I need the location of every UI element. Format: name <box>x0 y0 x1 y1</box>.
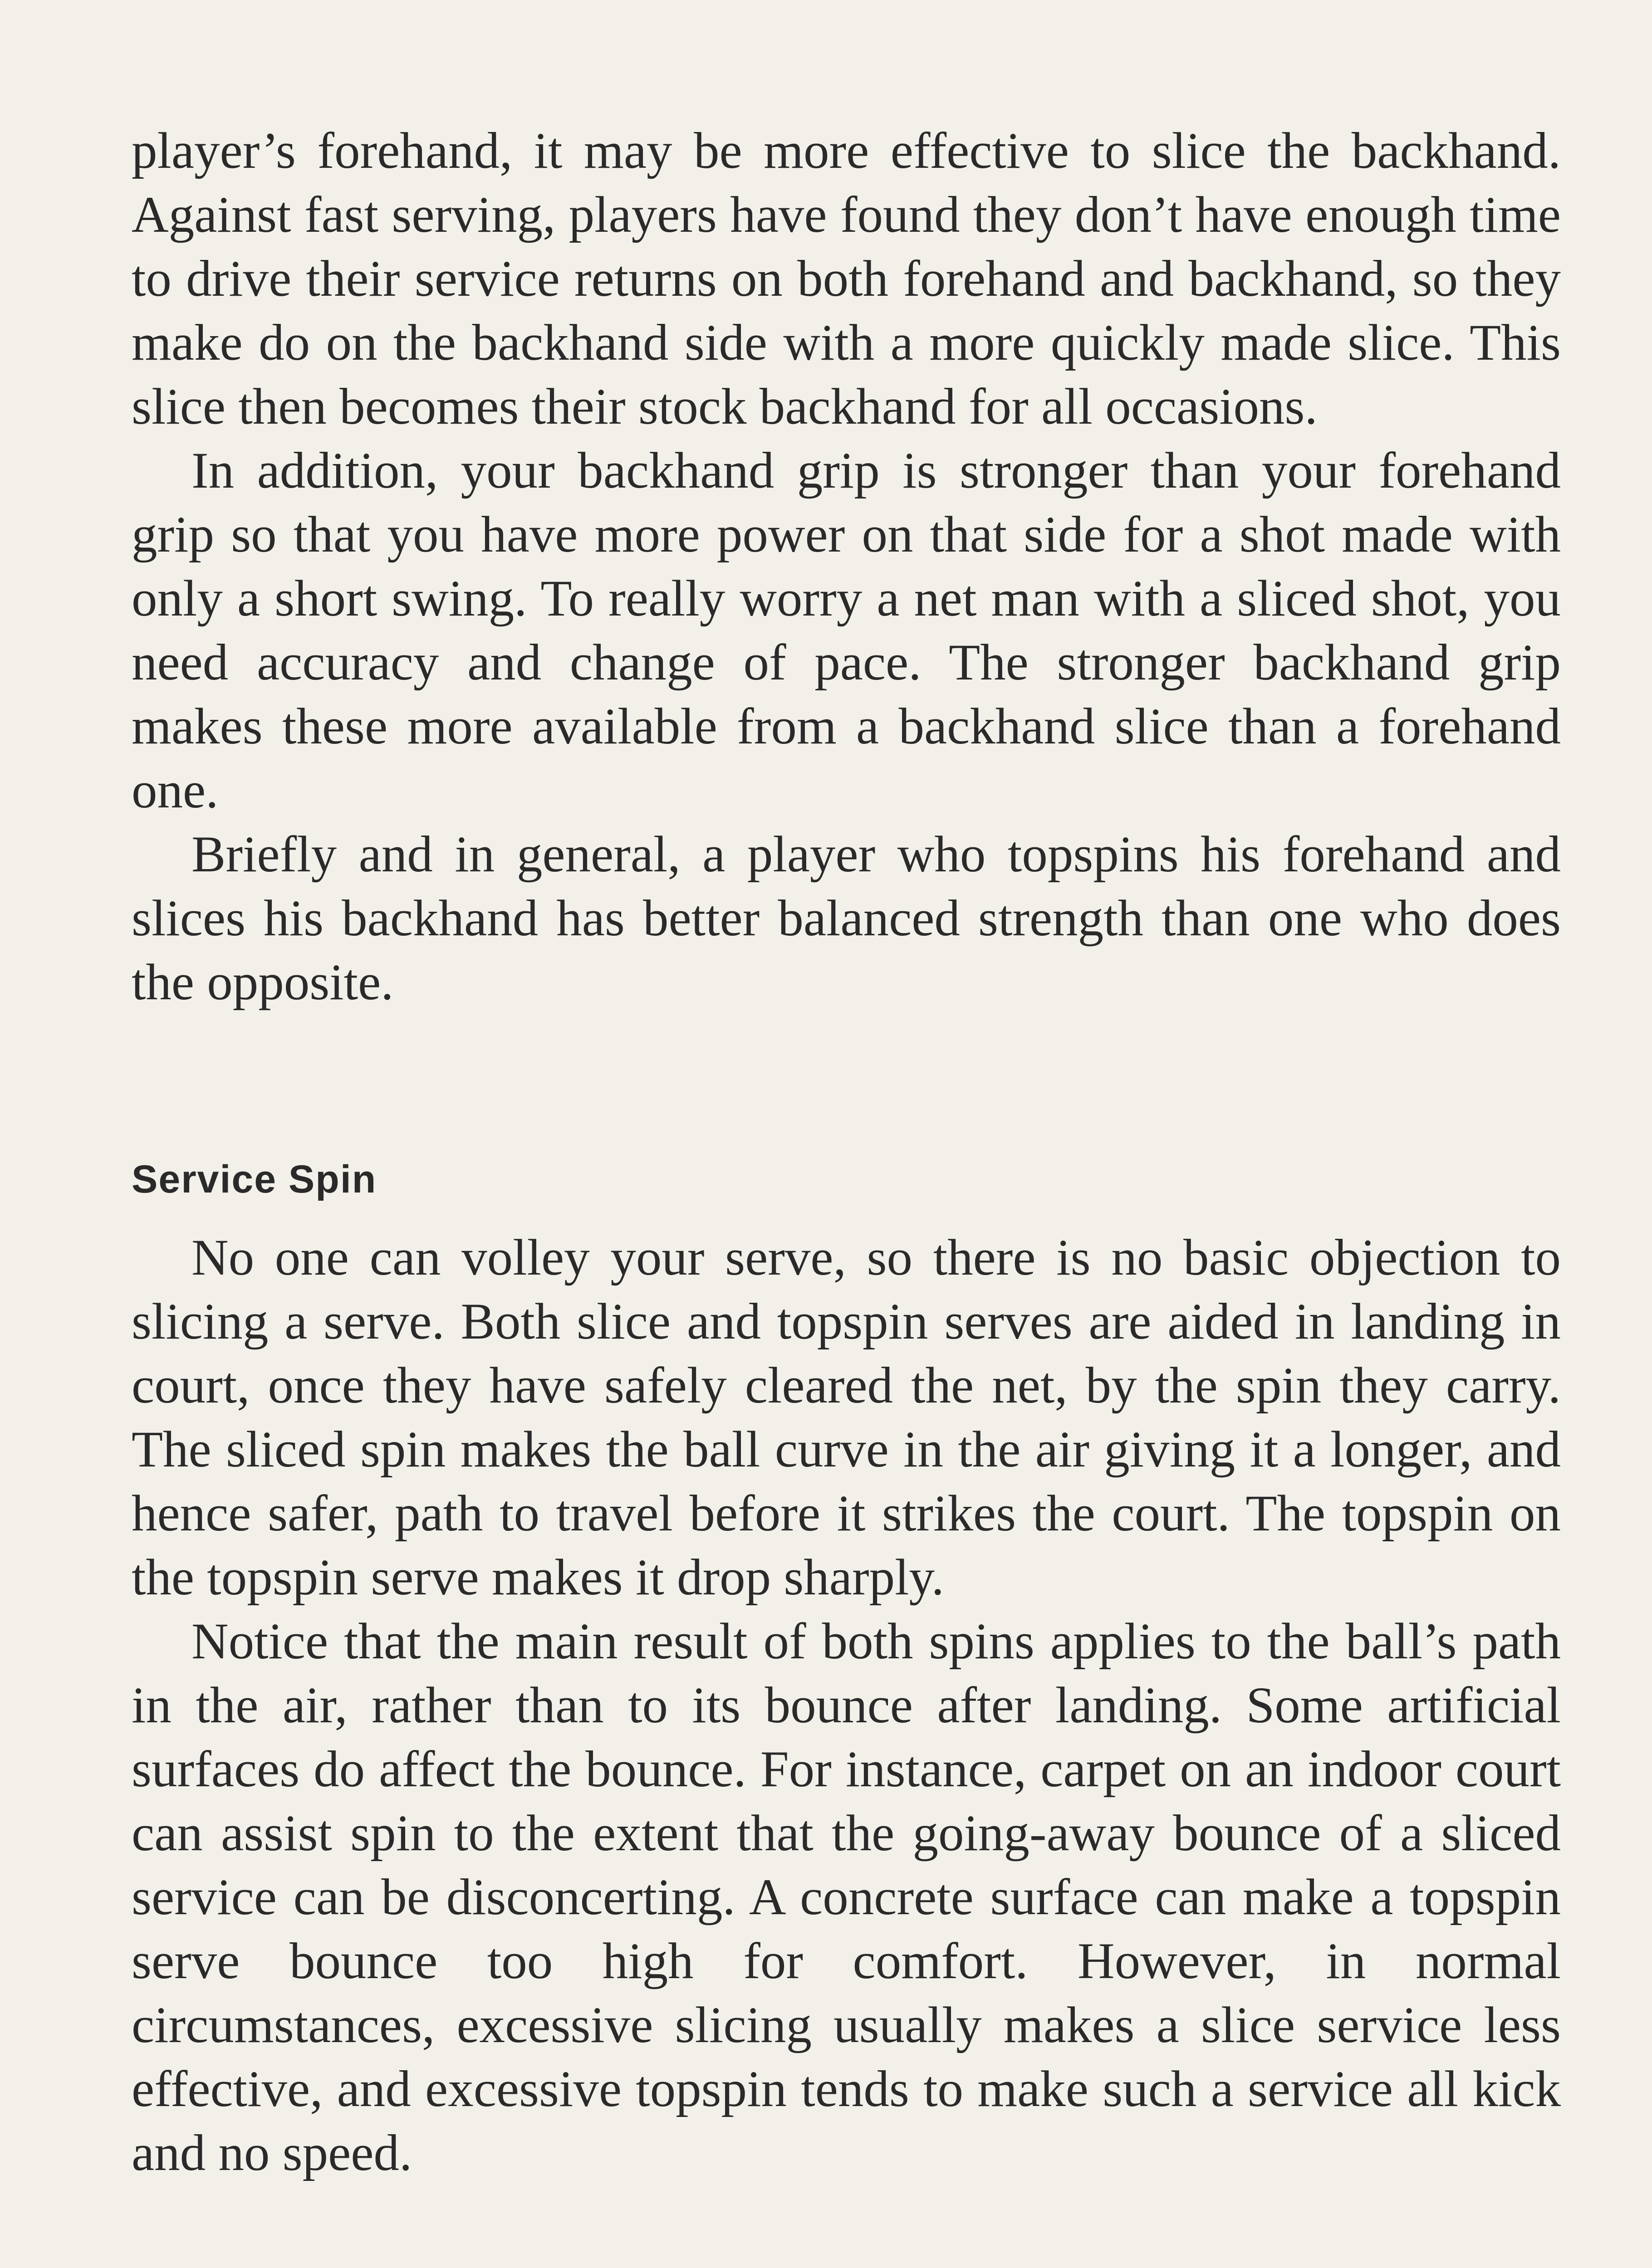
paragraph-spin-result: Notice that the main result of both spins applies to the ball’s path in the air, rather than to its bounce after landing. Some artificial surfaces do affect the bounce. For instance, carpet on an indoor court can assist spin to the extent that the going-away bounce of a sliced service can be disconcerting. A concrete surface can make a topspin serve bounce too high for comfort. However, in normal circumstances, excessive slicing usually makes a slice service less effective, and excessive topspin tends to make such a service all kick and no speed. <box>132 1613 1561 2181</box>
paragraph-backhand-grip: In addition, your backhand grip is stronger than your forehand grip so that you have more power on that side for a shot made with only a short swing. To really worry a net man with a sliced shot, you need accuracy and change of pace. The stronger backhand grip makes these more available from a backhand slice than a forehand one. <box>132 442 1561 819</box>
section-2-text <box>132 1226 1561 2185</box>
paragraph-slicing-serve: No one can volley your serve, so there is no basic objection to slicing a serve. Both slice and topspin serves are aided in landing in court, once they have safely cleared the net, by the spin they carry. The sliced spin makes the ball curve in the air giving it a longer, and hence safer, path to travel before it strikes the court. The topspin on the topspin serve makes it drop sharply. <box>132 1229 1561 1606</box>
section-1-text <box>132 119 1561 1014</box>
paragraph-continued: player’s forehand, it may be more effective to slice the backhand. Against fast serving, players have found they don’t have enough time to drive their service returns on both forehand and backhand, so they make do on the backhand side with a more quickly made slice. This slice then becomes their stock backhand for all occasions. <box>132 122 1561 435</box>
section-heading-service-spin: Service Spin <box>132 1158 377 1201</box>
paragraph-balanced-strength: Briefly and in general, a player who topspins his forehand and slices his backhand has better balanced strength than one who does the opposite. <box>132 826 1561 1011</box>
